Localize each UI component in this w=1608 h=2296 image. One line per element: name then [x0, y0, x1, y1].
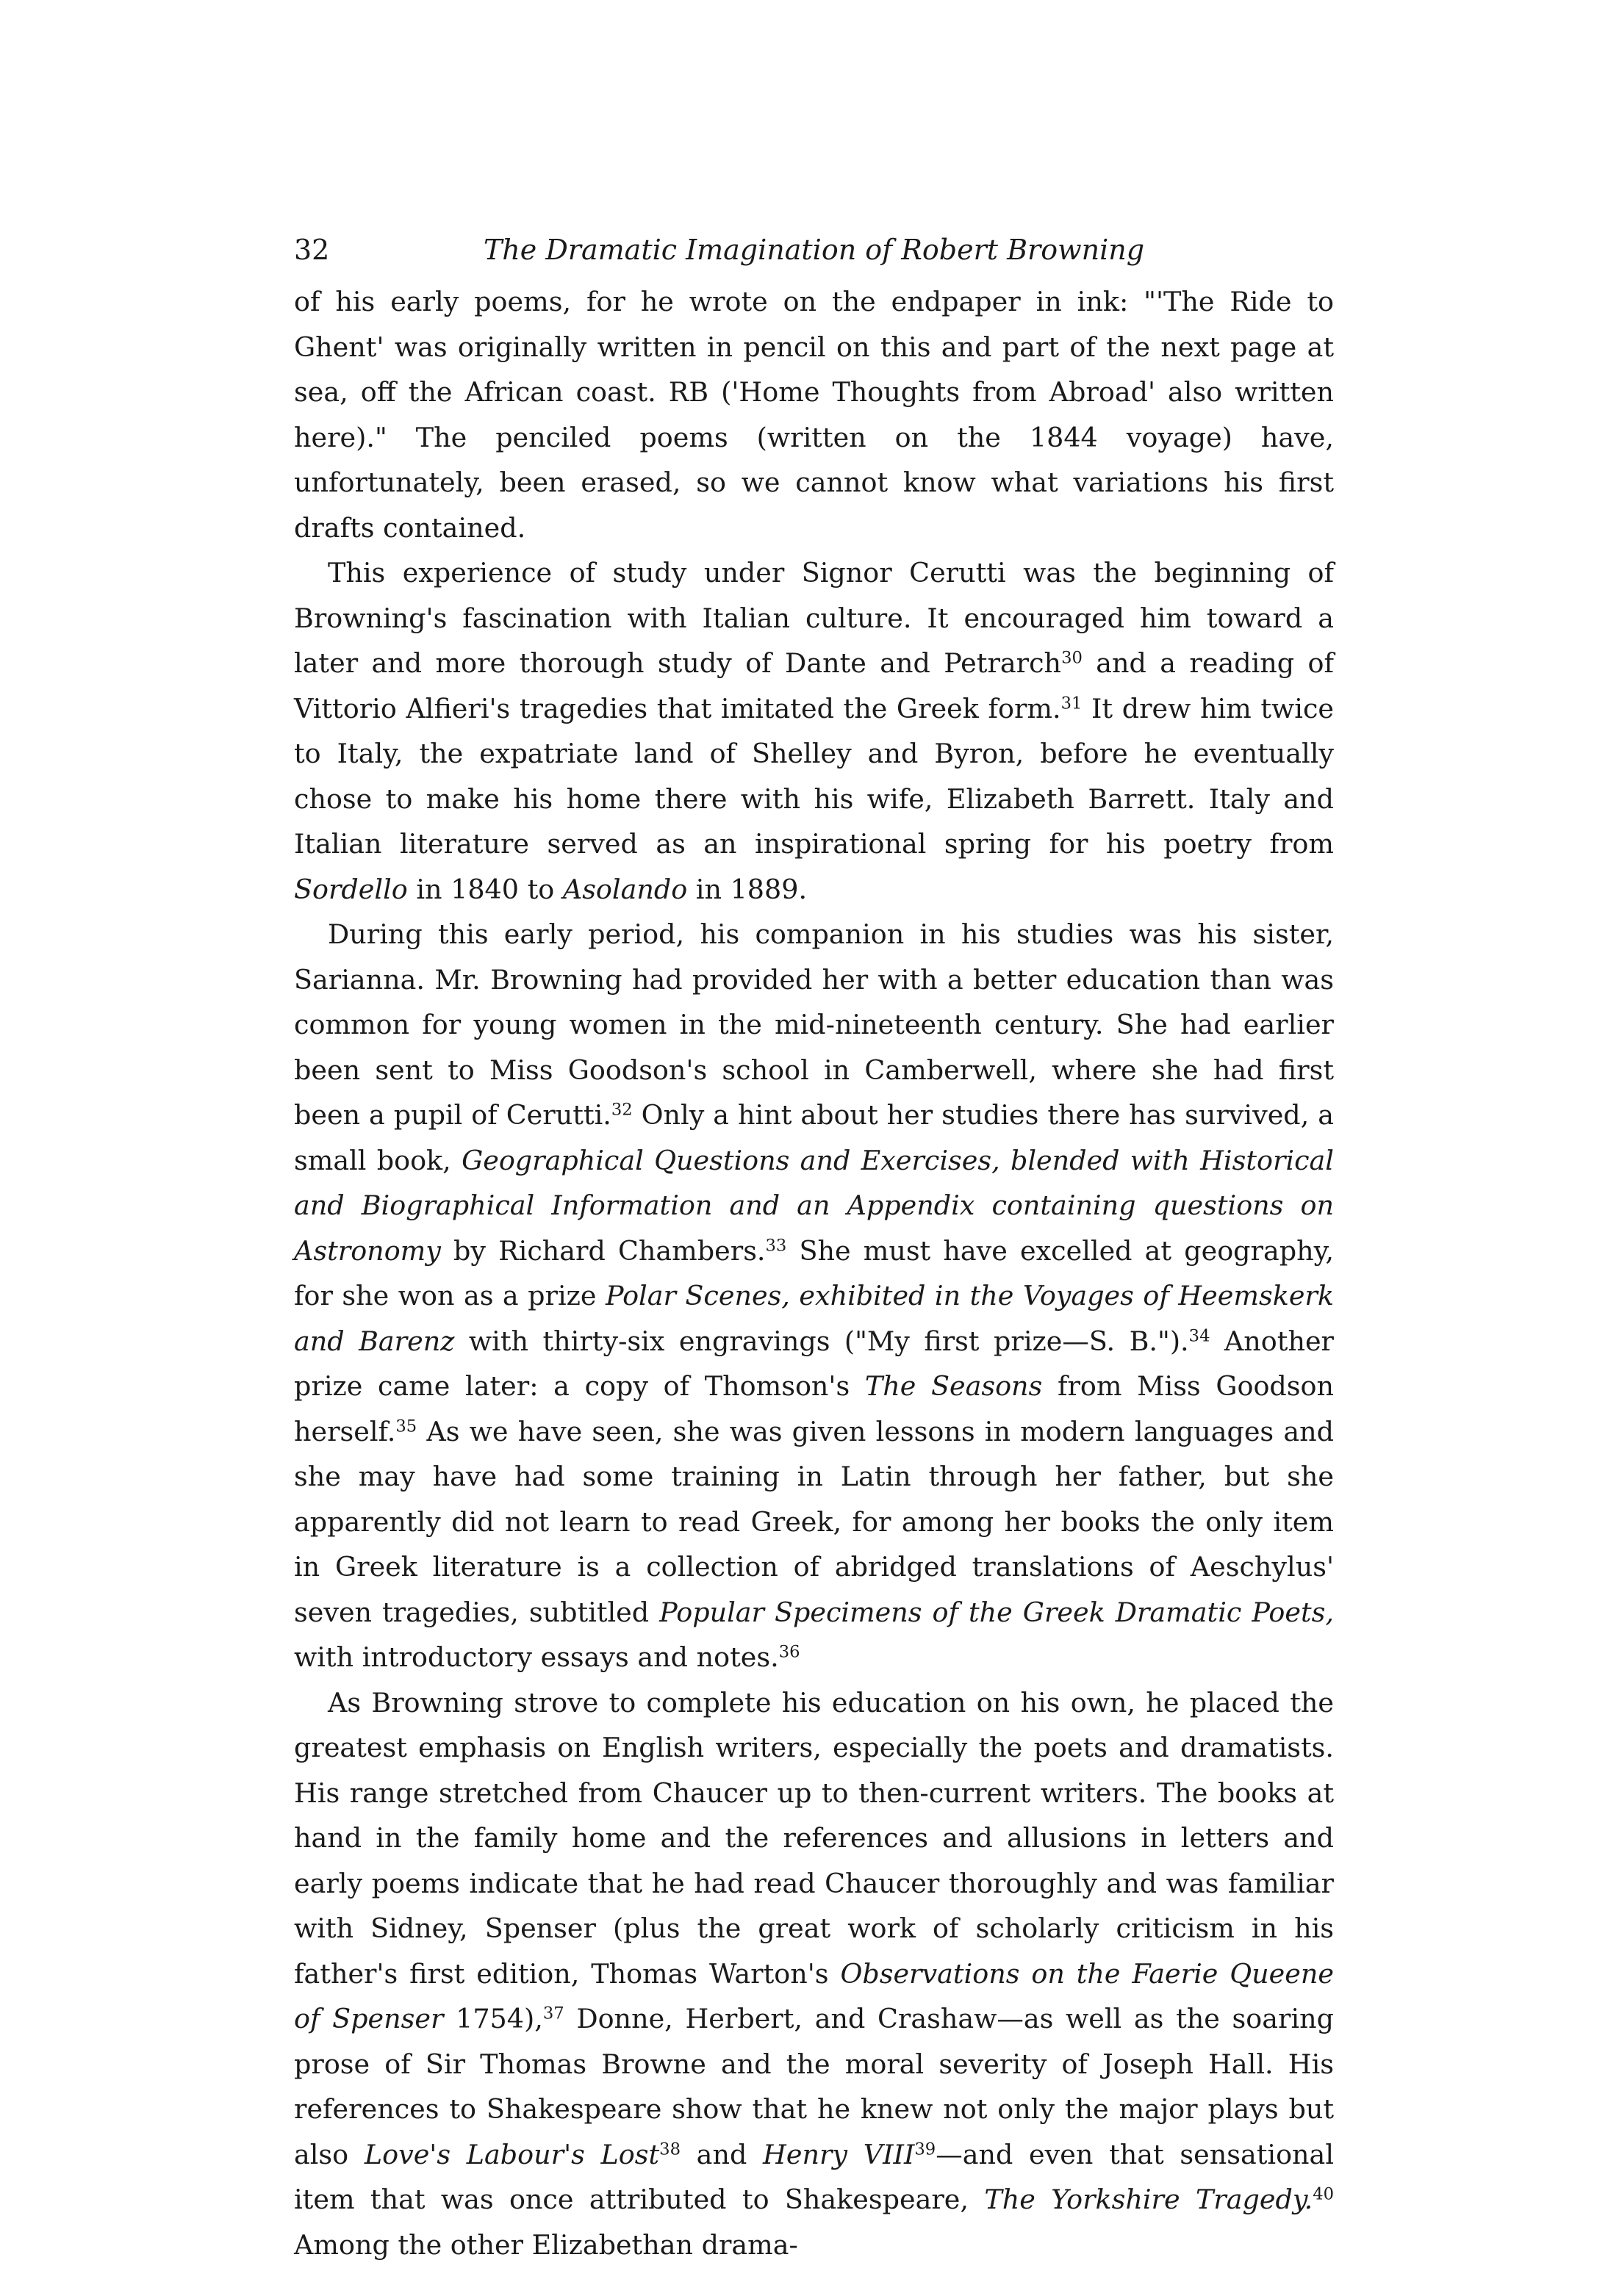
text-run: of his early poems, for he wrote on the endpaper in ink: "'The Ride to Ghent' was originally written in pencil on this and part of the next page at sea, off the African coast. RB ('Home Thoughts from Abroad' also written here)." The penciled poems (written on the 1844 voyage) have, unfortunately, been erased, so we cannot know what variations his first drafts contained. — [294, 286, 1334, 544]
footnote-marker: 35 — [395, 1417, 417, 1436]
italic-text: Asolando — [562, 873, 688, 905]
text-run: and — [680, 2138, 764, 2170]
italic-text: The Seasons — [864, 1370, 1043, 1402]
footnote-marker: 30 — [1061, 648, 1083, 668]
italic-text: Polar Scenes, exhibited in the Voyages of Heemskerk and Barenz — [294, 1280, 1335, 1357]
book-page — [294, 228, 1334, 2267]
footnote-marker: 37 — [542, 2004, 564, 2023]
text-run: It drew him twice to Italy, the expatriate land of Shelley and Byron, before he eventually chose to make his home there with his wife, Elizabeth Barrett. Italy and Italian literature served as an inspirational spring for his poetry from — [294, 692, 1334, 860]
text-run: During this early period, his companion in his studies was his sister, Sarianna. Mr. Browning had provided her with a better education than was common for young women in the mid-nineteenth century. She had earlier been sent to Miss Goodson's school in Camberwell, where she had first been a pupil of Cerutti. — [294, 918, 1334, 1131]
text-run: 1754), — [443, 2003, 543, 2034]
italic-text: Observations on the Faerie Queene of Spenser — [294, 1957, 1334, 2034]
text-run: —and even that sensational item that was once attributed to Shakespeare, — [294, 2138, 1334, 2215]
italic-text: Popular Specimens of the Greek Dramatic Poets, — [659, 1596, 1335, 1628]
text-run: Another prize came later: a copy of Thomson's — [294, 1325, 1334, 1402]
text-run: This experience of study under Signor Cerutti was the beginning of Browning's fascination with Italian culture. It encouraged him toward a later and more thorough study of Dante and Petrarch — [294, 557, 1334, 679]
italic-text: Love's Labour's Lost — [364, 2138, 660, 2170]
text-run: Donne, Herbert, and Crashaw—as well as the soaring prose of Sir Thomas Browne and the moral severity of Joseph Hall. His references to Shakespeare show that he knew not only the major plays but also — [294, 2003, 1334, 2170]
text-run: with introductory essays and notes. — [294, 1641, 779, 1673]
text-run: Only a hint about her studies there has survived, a small book, — [294, 1099, 1334, 1176]
paragraph — [294, 279, 1334, 550]
italic-text: The Yorkshire Tragedy. — [984, 2184, 1313, 2215]
footnote-marker: 36 — [778, 1642, 800, 1662]
text-run: She must have excelled at geography, for she won as a prize — [294, 1234, 1334, 1311]
footnote-marker: 38 — [659, 2140, 681, 2159]
paragraph — [294, 1680, 1334, 2268]
text-run: As we have seen, she was given lessons in modern languages and she may have had some training in Latin through her father, but she apparently did not learn to read Greek, for among her books the only item in Greek literature is a collection of abridged translations of Aeschylus' seven tragedies, subtitled — [294, 1415, 1334, 1628]
italic-text: Geographical Questions and Exercises, blended with Historical and Biographical Information and an Appendix containing questions on Astronomy — [294, 1144, 1334, 1267]
footnote-marker: 33 — [765, 1236, 787, 1256]
italic-text: Sordello — [294, 873, 408, 905]
footnote-marker: 40 — [1313, 2184, 1334, 2204]
italic-text: Henry VIII — [763, 2138, 915, 2170]
text-run: with thirty-six engravings ("My first prize—S. B."). — [454, 1325, 1189, 1357]
text-run: in 1889. — [687, 873, 808, 905]
text-run: by Richard Chambers. — [440, 1234, 766, 1267]
footnote-marker: 32 — [611, 1100, 633, 1120]
paragraph — [294, 550, 1334, 912]
text-run: Among the other Elizabethan drama- — [294, 2228, 798, 2261]
footnote-marker: 39 — [914, 2140, 936, 2159]
footnote-marker: 34 — [1188, 1326, 1210, 1346]
book-title: The Dramatic Imagination of Robert Browning — [483, 234, 1145, 266]
text-run: in 1840 to — [407, 873, 563, 905]
body-text — [294, 279, 1334, 2267]
running-head — [294, 228, 1334, 272]
page-number: 32 — [294, 234, 330, 266]
text-run: from Miss Goodson herself. — [294, 1370, 1335, 1447]
text-run: and a reading of Vittorio Alfieri's tragedies that imitated the Greek form. — [294, 647, 1334, 724]
paragraph — [294, 912, 1334, 1680]
footnote-marker: 31 — [1060, 694, 1083, 713]
text-run: As Browning strove to complete his education on his own, he placed the greatest emphasis on English writers, especially the poets and dramatists. His range stretched from Chaucer up to then-current writers. The books at hand in the family home and the references and allusions in letters and early poems indicate that he had read Chaucer thoroughly and was familiar with Sidney, Spenser (plus the great work of scholarly criticism in his father's first edition, Thomas Warton's — [294, 1686, 1334, 1990]
